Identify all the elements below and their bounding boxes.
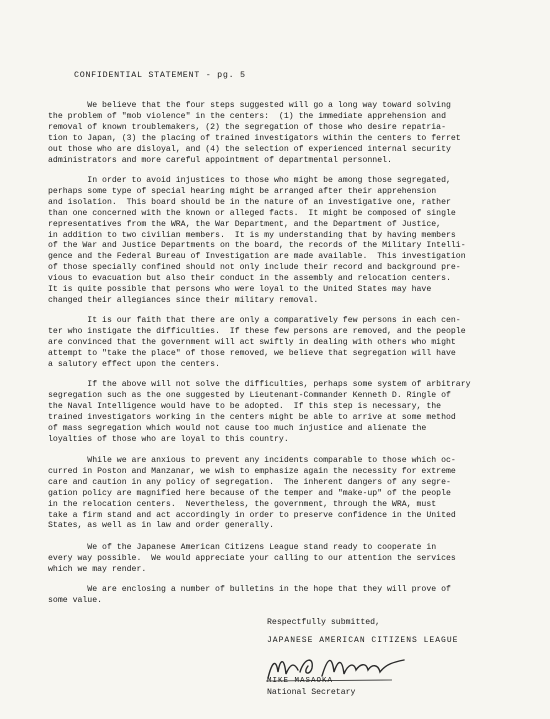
text-line: ter who instigate the difficulties. If these few persons are removed, and the people [48, 326, 466, 336]
text-line: changed their allegiances since their military removal. [48, 295, 319, 305]
text-line: While we are anxious to prevent any incidents comparable to those which oc- [48, 456, 456, 465]
organization-name: JAPANESE AMERICAN CITIZENS LEAGUE [267, 636, 459, 645]
text-line: perhaps some type of special hearing might be arranged after their apprehension [48, 186, 437, 196]
text-line: administrators and more careful appointment of departmental personnel. [48, 155, 392, 165]
text-line: It is quite possible that persons who were loyal to the United States may have [48, 285, 432, 295]
text-line: trained investigators working in the centers might be able to arrive at some method [48, 412, 456, 422]
text-line: In order to avoid injustices to those who might be among those segregated, [48, 176, 451, 185]
text-line: of those specially confined should not only include their record and background pre- [48, 263, 461, 273]
text-line: If the above will not solve the difficulties, perhaps some system of arbitrary [48, 380, 471, 389]
closing-line: Respectfully submitted, [267, 618, 381, 627]
signatory-title: National Secretary [267, 688, 356, 697]
paragraph-3 [48, 316, 506, 371]
text-line: care and caution in any policy of segregation. The inherent dangers of any segre- [48, 477, 451, 487]
text-line: every way possible. We would appreciate your calling to our attention the services [48, 553, 456, 563]
text-line: gence and the Federal Bureau of Investigation are made available. This investigation [48, 252, 466, 262]
text-line: States, as well as in law and order generally. [48, 521, 275, 531]
paragraph-6 [48, 543, 506, 576]
text-line: a salutory effect upon the centers. [48, 359, 220, 369]
text-line: of mass segregation which would not cause too much injustice and alienate the [48, 423, 427, 433]
paragraph-7 [48, 585, 506, 607]
text-line: out those who are disloyal, and (4) the selection of experienced internal security [48, 144, 451, 154]
text-line: curred in Poston and Manzanar, we wish to emphasize again the necessity for extreme [48, 466, 456, 476]
text-line: We of the Japanese American Citizens League stand ready to cooperate in [48, 543, 437, 552]
text-line: take a firm stand and act accordingly in order to preserve confidence in the United [48, 510, 456, 520]
text-line: are convinced that the government will act swiftly in dealing with others who might [48, 337, 456, 347]
text-line: gation policy are magnified here because of the temper and "make-up" of the people [48, 488, 451, 498]
paragraph-4 [48, 380, 506, 445]
page-header: CONFIDENTIAL STATEMENT - pg. 5 [74, 70, 246, 80]
paragraph-2 [48, 176, 506, 307]
text-line: than one concerned with the known or alleged facts. It might be composed of single [48, 208, 456, 218]
text-line: tion to Japan, (3) the placing of trained investigators within the centers to ferret [48, 133, 461, 143]
text-line: It is our faith that there are only a comparatively few persons in each cen- [48, 316, 461, 325]
text-line: the problem of "mob violence" in the centers: (1) the immediate apprehension and [48, 111, 446, 121]
text-line: vious to evacuation but also their conduct in the assembly and relocation centers. [48, 274, 451, 284]
text-line: We are enclosing a number of bulletins in the hope that they will prove of [48, 585, 451, 594]
text-line: in the relocation centers. Nevertheless, the government, through the WRA, must [48, 499, 437, 509]
text-line: attempt to "take the place" of those removed, we believe that segregation will have [48, 348, 456, 358]
text-line: loyalties of those who are loyal to this country. [48, 434, 289, 444]
text-line: in addition to two civilian members. It is my understanding that by having members [48, 230, 456, 240]
typed-name: MIKE MASAOKA [267, 677, 334, 685]
text-line: some value. [48, 595, 103, 605]
text-line: of the War and Justice Departments on the board, the records of the Military Intelli- [48, 241, 466, 251]
text-line: representatives from the WRA, the War Department, and the Department of Justice, [48, 219, 442, 229]
text-line: which we may render. [48, 564, 147, 574]
text-line: segregation such as the one suggested by Lieutenant-Commander Kenneth D. Ringle of [48, 390, 451, 400]
paragraph-1 [48, 101, 506, 166]
text-line: the Naval Intelligence would have to be adopted. If this step is necessary, the [48, 401, 442, 411]
text-line: We believe that the four steps suggested will go a long way toward solving [48, 101, 451, 110]
text-line: and isolation. This board should be in the nature of an investigative one, rather [48, 197, 451, 207]
text-line: removal of known troublemakers, (2) the segregation of those who desire repatria- [48, 122, 446, 132]
paragraph-5 [48, 456, 506, 532]
